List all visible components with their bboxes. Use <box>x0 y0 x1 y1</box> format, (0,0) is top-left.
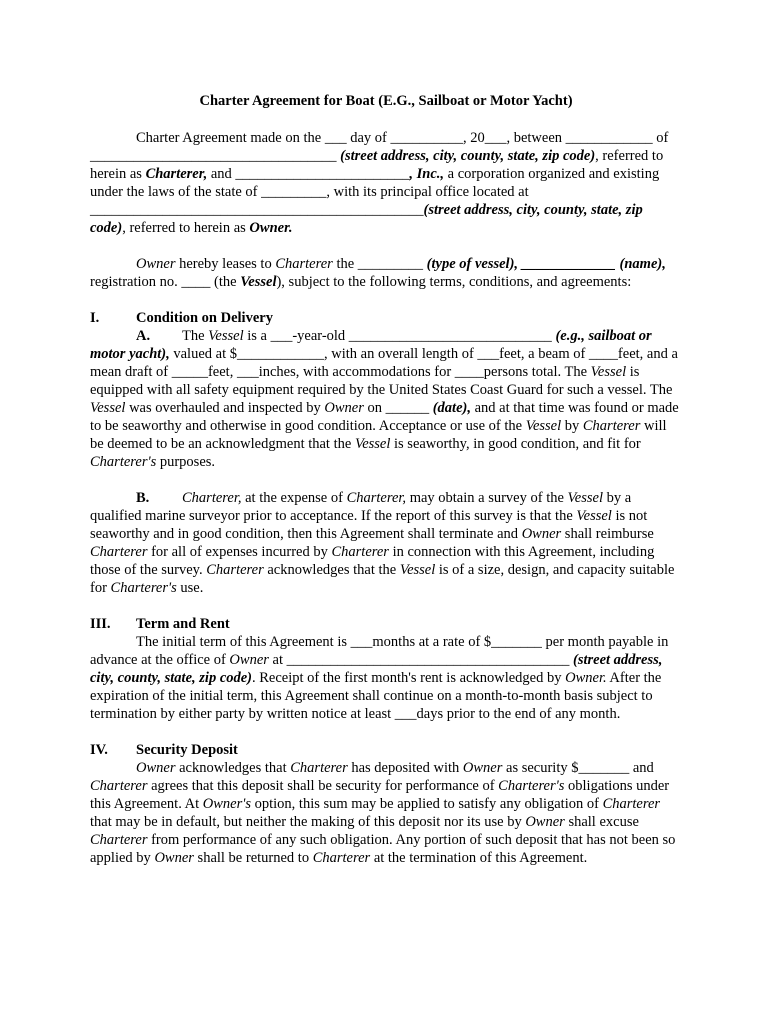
document-title: Charter Agreement for Boat (E.G., Sailboat or Motor Yacht) <box>199 93 573 109</box>
section-3-heading: III. Term and Rent <box>90 616 230 632</box>
lease-paragraph: Owner hereby leases to Charterer the _________ (type of vessel), _____________ (name), registration no. ____ (the Vessel), subject to the following terms, conditions, and agreements: <box>90 256 666 290</box>
section-1a-paragraph: A. The Vessel is a ___-year-old ____________________________ (e.g., sailboat or motor yacht), valued at $____________, with an overall length of ___feet, a beam of ____feet, and a mean draft of _____feet, ___inches, with accommodations for ____persons total. The Vessel is equipped with all safety equipment required by the United States Coast Guard for such a vessel. The Vessel was overhauled and inspected by Owner on ______ (date), and at that time was found or made to be seaworthy and otherwise in good condition. Acceptance or use of the Vessel by Charterer will be deemed to be an acknowledgment that the Vessel is seaworthy, in good condition, and fit for Charterer's purposes. <box>90 328 679 470</box>
section-4-heading: IV. Security Deposit <box>90 742 238 758</box>
section-3-paragraph: The initial term of this Agreement is ___months at a rate of $_______ per month payable in advance at the office of Owner at _______________________________________ (street address, city, county, state, zip code). Receipt of the first month's rent is acknowledged by Owner. After the expiration of the initial term, this Agreement shall continue on a month-to-month basis subject to termination by either party by written notice at least ___days prior to the end of any month. <box>90 634 669 722</box>
document-body <box>90 92 682 867</box>
section-1-heading: I. Condition on Delivery <box>90 310 273 326</box>
section-4-paragraph: Owner acknowledges that Charterer has deposited with Owner as security $_______ and Charterer agrees that this deposit shall be security for performance of Charterer's obligations under this Agreement. At Owner's option, this sum may be applied to satisfy any obligation of Charterer that may be in default, but neither the making of this deposit nor its use by Owner shall excuse Charterer from performance of any such obligation. Any portion of such deposit that has not been so applied by Owner shall be returned to Charterer at the termination of this Agreement. <box>90 760 676 866</box>
intro-paragraph: Charter Agreement made on the ___ day of __________, 20___, between ____________ of __________________________________ (street address, city, county, state, zip code), referred to herein as Charterer, and ________________________, Inc., a corporation organized and existing under the laws of the state of _________, with its principal office located at ______________________________________________(street address, city, county, state, zip code), referred to herein as Owner. <box>90 130 669 236</box>
section-1b-paragraph: B. Charterer, at the expense of Charterer, may obtain a survey of the Vessel by a qualified marine surveyor prior to acceptance. If the report of this survey is that the Vessel is not seaworthy and in good condition, then this Agreement shall terminate and Owner shall reimburse Charterer for all of expenses incurred by Charterer in connection with this Agreement, including those of the survey. Charterer acknowledges that the Vessel is of a size, design, and capacity suitable for Charterer's use. <box>90 490 675 596</box>
